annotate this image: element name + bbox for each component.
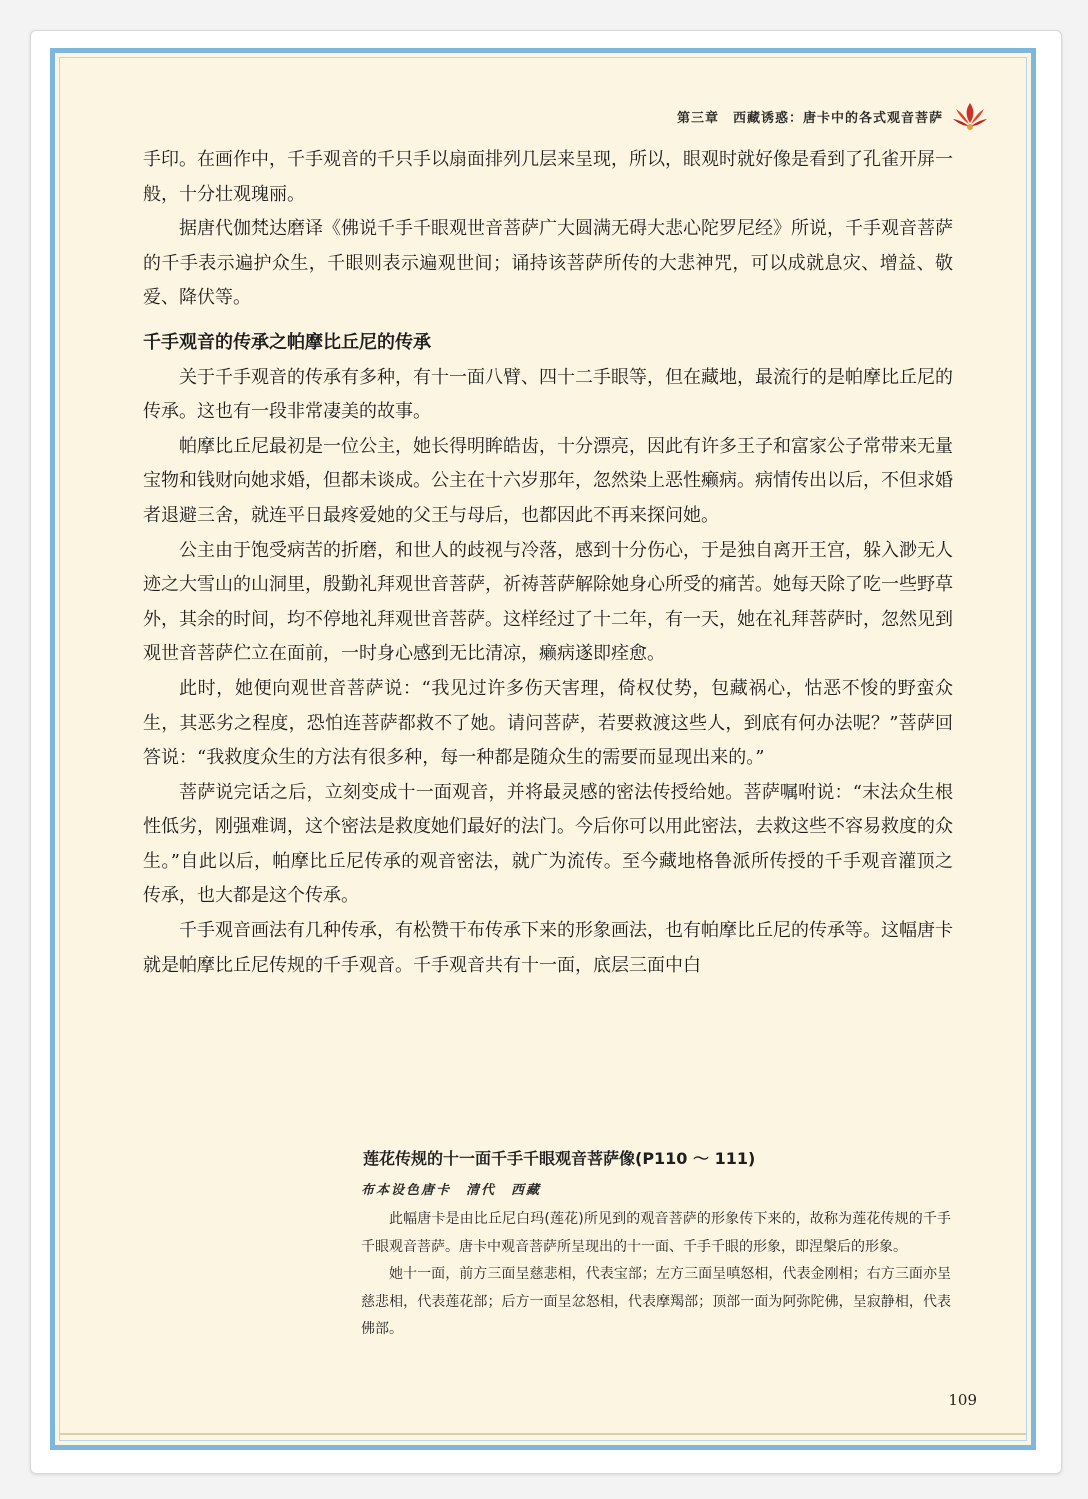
section-heading: 千手观音的传承之帕摩比丘尼的传承 [143, 331, 431, 353]
caption-title: 莲花传规的十一面千手千眼观音菩萨像(P110 ～ 111) [363, 1149, 756, 1168]
paragraph: 手印。在画作中，千手观音的千只手以扇面排列几层来呈现，所以，眼观时就好像是看到了孔雀开屏一般，十分壮观瑰丽。 [143, 149, 953, 205]
caption-subtitle: 布本设色唐卡 清代 西藏 [361, 1183, 542, 1198]
paragraph: 菩萨说完话之后，立刻变成十一面观音，并将最灵感的密法传授给她。菩萨嘱咐说：“末法众生根性低劣，刚强难调，这个密法是救度她们最好的法门。今后你可以用此密法，去救这些不容易救度的众生。”自此以后，帕摩比丘尼传承的观音密法，就广为流传。至今藏地格鲁派所传授的千手观音灌顶之传承，也大都是这个传承。 [143, 781, 953, 907]
caption-body [361, 1206, 951, 1344]
caption-paragraph: 此幅唐卡是由比丘尼白玛(莲花)所见到的观音菩萨的形象传下来的，故称为莲花传规的千手千眼观音菩萨。唐卡中观音菩萨所呈现出的十一面、千手千眼的形象，即涅槃后的形象。 [361, 1211, 951, 1255]
bottom-rule [59, 1433, 1027, 1435]
running-head: 第三章 西藏诱惑：唐卡中的各式观音菩萨 [676, 111, 943, 126]
paragraph: 据唐代伽梵达磨译《佛说千手千眼观世音菩萨广大圆满无碍大悲心陀罗尼经》所说，千手观音菩萨的千手表示遍护众生，千眼则表示遍观世间；诵持该菩萨所传的大悲神咒，可以成就息灾、增益、敬爱、降伏等。 [143, 218, 953, 309]
main-text [143, 143, 953, 983]
paragraph: 关于千手观音的传承有多种，有十一面八臂、四十二手眼等，但在藏地，最流行的是帕摩比丘尼的传承。这也有一段非常凄美的故事。 [143, 366, 953, 423]
book-page [50, 48, 1036, 1450]
figure-caption [361, 1146, 951, 1344]
lotus-ornament-icon [951, 99, 989, 133]
paragraph: 千手观音画法有几种传承，有松赞干布传承下来的形象画法，也有帕摩比丘尼的传承等。这幅唐卡就是帕摩比丘尼传规的千手观音。千手观音共有十一面，底层三面中白 [143, 920, 953, 976]
paragraph: 公主由于饱受病苦的折磨，和世人的歧视与冷落，感到十分伤心，于是独自离开王宫，躲入渺无人迹之大雪山的山洞里，殷勤礼拜观世音菩萨，祈祷菩萨解除她身心所受的痛苦。她每天除了吃一些野草外，其余的时间，均不停地礼拜观世音菩萨。这样经过了十二年，有一天，她在礼拜菩萨时，忽然见到观世音菩萨伫立在面前，一时身心感到无比清凉，癞病遂即痊愈。 [143, 539, 953, 665]
paragraph: 帕摩比丘尼最初是一位公主，她长得明眸皓齿，十分漂亮，因此有许多王子和富家公子常带来无量宝物和钱财向她求婚，但都未谈成。公主在十六岁那年，忽然染上恶性癞病。病情传出以后，不但求婚者退避三舍，就连平日最疼爱她的父王与母后，也都因此不再来探问她。 [143, 435, 953, 526]
caption-paragraph: 她十一面，前方三面呈慈悲相，代表宝部；左方三面呈嗔怒相，代表金刚相；右方三面亦呈慈悲相，代表莲花部；后方一面呈忿怒相，代表摩羯部；顶部一面为阿弥陀佛，呈寂静相，代表佛部。 [361, 1266, 951, 1337]
page-number: 109 [948, 1391, 977, 1409]
paragraph: 此时，她便向观世音菩萨说：“我见过许多伤天害理，倚权仗势，包藏祸心，怙恶不悛的野蛮众生，其恶劣之程度，恐怕连菩萨都救不了她。请问菩萨，若要救渡这些人，到底有何办法呢？”菩萨回答说：“我救度众生的方法有很多种，每一种都是随众生的需要而显现出来的。” [143, 677, 953, 769]
